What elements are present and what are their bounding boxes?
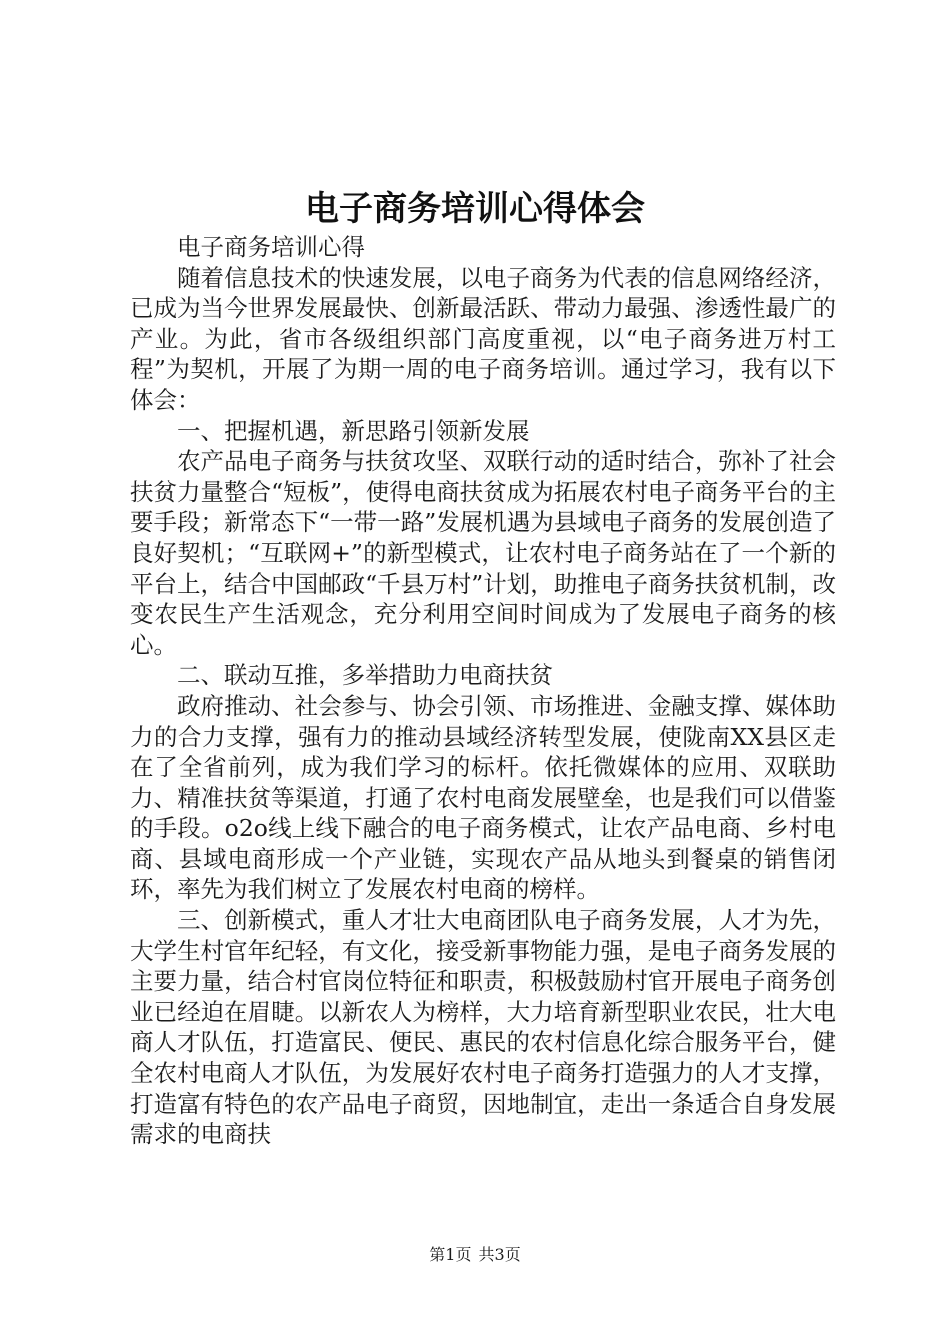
section-paragraph-3: 三、创新模式，重人才壮大电商团队电子商务发展，人才为先，大学生村官年纪轻，有文化，接受新事物能力强，是电子商务发展的主要力量，结合村官岗位特征和职责，积极鼓励村官开展电子商务创业已经迫在眉睫。以新农人为榜样，大力培育新型职业农民，壮大电商人才队伍，打造富民、便民、惠民的农村信息化综合服务平台，健全农村电商人才队伍，为发展好农村电子商务打造强力的人才支撑，打造富有特色的农产品电子商贸，因地制宜，走出一条适合自身发展需求的电商扶 bbox=[130, 906, 836, 1149]
document-body bbox=[130, 232, 836, 1150]
intro-paragraph: 随着信息技术的快速发展，以电子商务为代表的信息网络经济，已成为当今世界发展最快、创新最活跃、带动力最强、渗透性最广的产业。为此，省市各级组织部门高度重视，以“电子商务进万村工程”为契机，开展了为期一周的电子商务培训。通过学习，我有以下体会： bbox=[130, 263, 836, 414]
subtitle-paragraph: 电子商务培训心得 bbox=[177, 233, 365, 261]
section-paragraph-2: 政府推动、社会参与、协会引领、市场推进、金融支撑、媒体助力的合力支撑，强有力的推动县域经济转型发展，使陇南XX县区走在了全省前列，成为我们学习的标杆。依托微媒体的应用、双联助力、精准扶贫等渠道，打通了农村电商发展壁垒，也是我们可以借鉴的手段。o2o线上线下融合的电子商务模式，让农产品电商、乡村电商、县域电商形成一个产业链，实现农产品从地头到餐桌的销售闭环，率先为我们树立了发展农村电商的榜样。 bbox=[130, 691, 836, 904]
section-heading-1: 一、把握机遇，新思路引领新发展 bbox=[177, 416, 530, 445]
section-paragraph-1: 农产品电子商务与扶贫攻坚、双联行动的适时结合，弥补了社会扶贫力量整合“短板”，使得电商扶贫成为拓展农村电子商务平台的主要手段；新常态下“一带一路”发展机遇为县域电子商务的发展创造了良好契机；“互联网+”的新型模式，让农村电子商务站在了一个新的平台上，结合中国邮政“千县万村”计划，助推电子商务扶贫机制，改变农民生产生活观念，充分利用空间时间成为了发展电子商务的核心。 bbox=[130, 447, 836, 659]
section-heading-2: 二、联动互推，多举措助力电商扶贫 bbox=[177, 661, 553, 690]
page-footer: 第1页 共3页 bbox=[429, 1245, 521, 1264]
document-title: 电子商务培训心得体会 bbox=[305, 189, 645, 229]
